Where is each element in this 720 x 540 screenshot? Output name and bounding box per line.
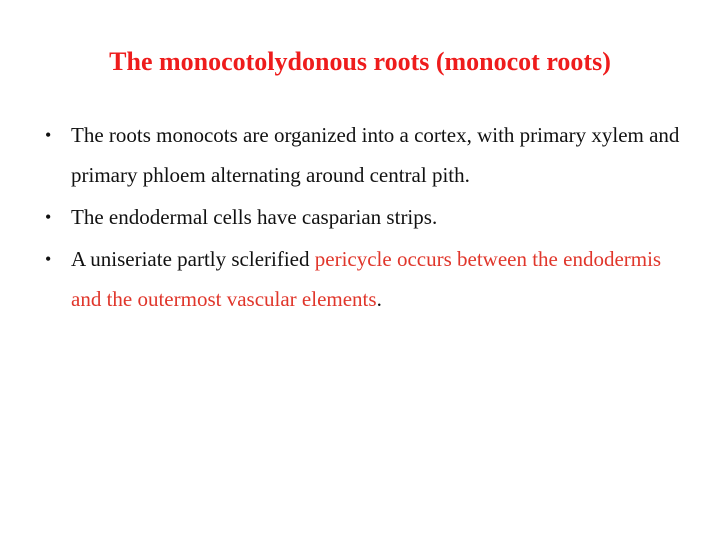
bullet-text-plain: A uniseriate partly sclerified [71, 247, 315, 271]
bullet-icon: • [45, 125, 52, 145]
bullet-item-cortex [45, 115, 685, 195]
bullet-icon: • [45, 249, 52, 269]
bullet-text-end: . [376, 287, 382, 311]
bullet-text-highlight: pericycle occurs between the endodermis and the outermost vascular elements [71, 247, 662, 311]
bullet-text: The endodermal cells have casparian strips. [71, 205, 438, 229]
bullet-text: The roots monocots are organized into a cortex, with primary xylem and primary phloem alternating around central pith. [71, 123, 680, 187]
bullet-icon: • [45, 207, 52, 227]
bullet-list [45, 115, 685, 319]
slide-title: The monocotolydonous roots (monocot roots) [109, 47, 611, 76]
bullet-item-pericycle [45, 239, 685, 319]
bullet-item-endodermal [45, 197, 685, 237]
